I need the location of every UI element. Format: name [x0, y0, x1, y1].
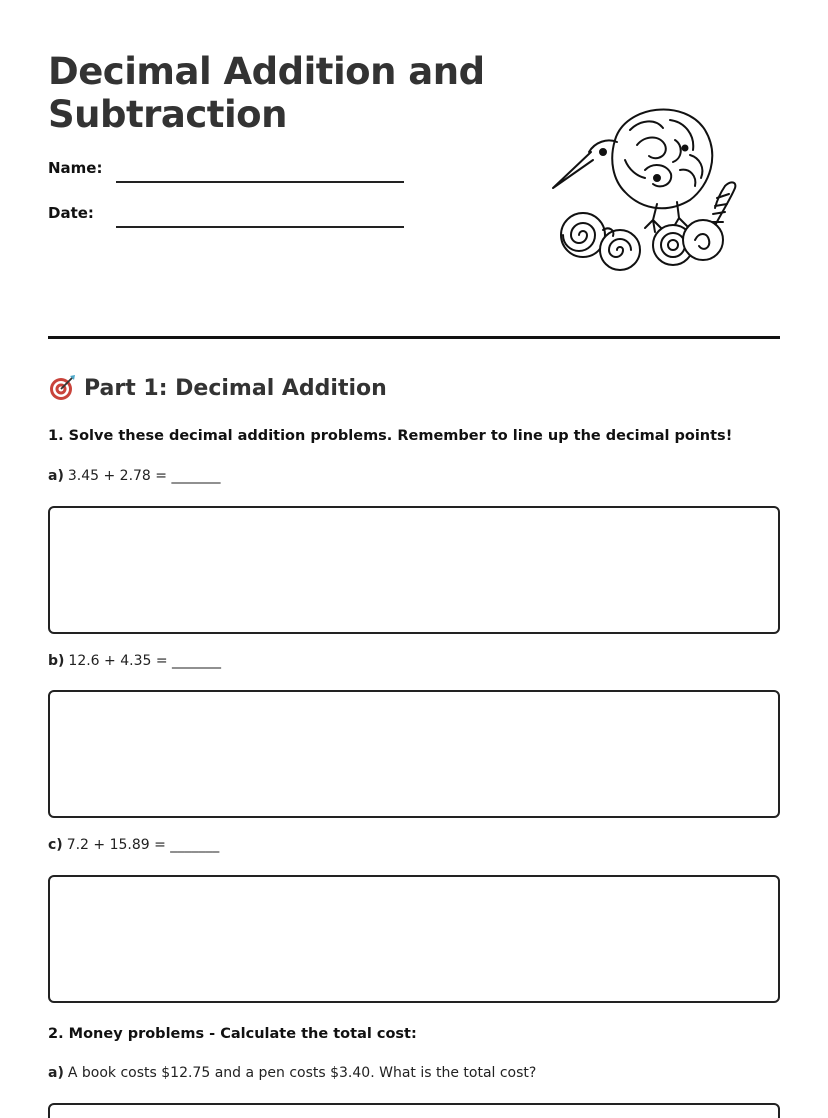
date-label: Date:	[48, 204, 94, 222]
problem-text: 12.6 + 4.35 = _______	[68, 653, 222, 669]
answer-box-1b[interactable]	[48, 690, 780, 818]
question-2-instruction: 2. Money problems - Calculate the total cost:	[48, 1026, 417, 1042]
header-divider	[48, 336, 780, 339]
problem-letter: c)	[48, 837, 63, 853]
part1-title: Part 1: Decimal Addition	[84, 375, 387, 401]
problem-text: 7.2 + 15.89 = _______	[66, 837, 220, 853]
answer-box-2a[interactable]	[48, 1103, 780, 1118]
answer-box-1c[interactable]	[48, 875, 780, 1003]
title-line-1: Decimal Addition and	[48, 50, 485, 93]
worksheet-title	[48, 50, 485, 136]
name-write-line[interactable]	[116, 181, 404, 183]
answer-box-1a[interactable]	[48, 506, 780, 634]
name-label: Name:	[48, 159, 103, 177]
problem-text: A book costs $12.75 and a pen costs $3.40. What is the total cost?	[67, 1065, 537, 1081]
target-dart-icon	[48, 374, 76, 402]
problem-letter: a)	[48, 468, 64, 484]
date-write-line[interactable]	[116, 226, 404, 228]
part1-heading	[48, 374, 387, 402]
problem-1c	[48, 837, 219, 853]
kiwi-illustration	[545, 100, 745, 275]
problem-text: 3.45 + 2.78 = _______	[67, 468, 221, 484]
question-1-instruction: 1. Solve these decimal addition problems. Remember to line up the decimal points!	[48, 428, 733, 444]
problem-1a	[48, 468, 220, 484]
title-line-2: Subtraction	[48, 93, 287, 136]
problem-2a	[48, 1065, 536, 1081]
problem-letter: b)	[48, 653, 65, 669]
problem-letter: a)	[48, 1065, 64, 1081]
problem-1b	[48, 653, 221, 669]
